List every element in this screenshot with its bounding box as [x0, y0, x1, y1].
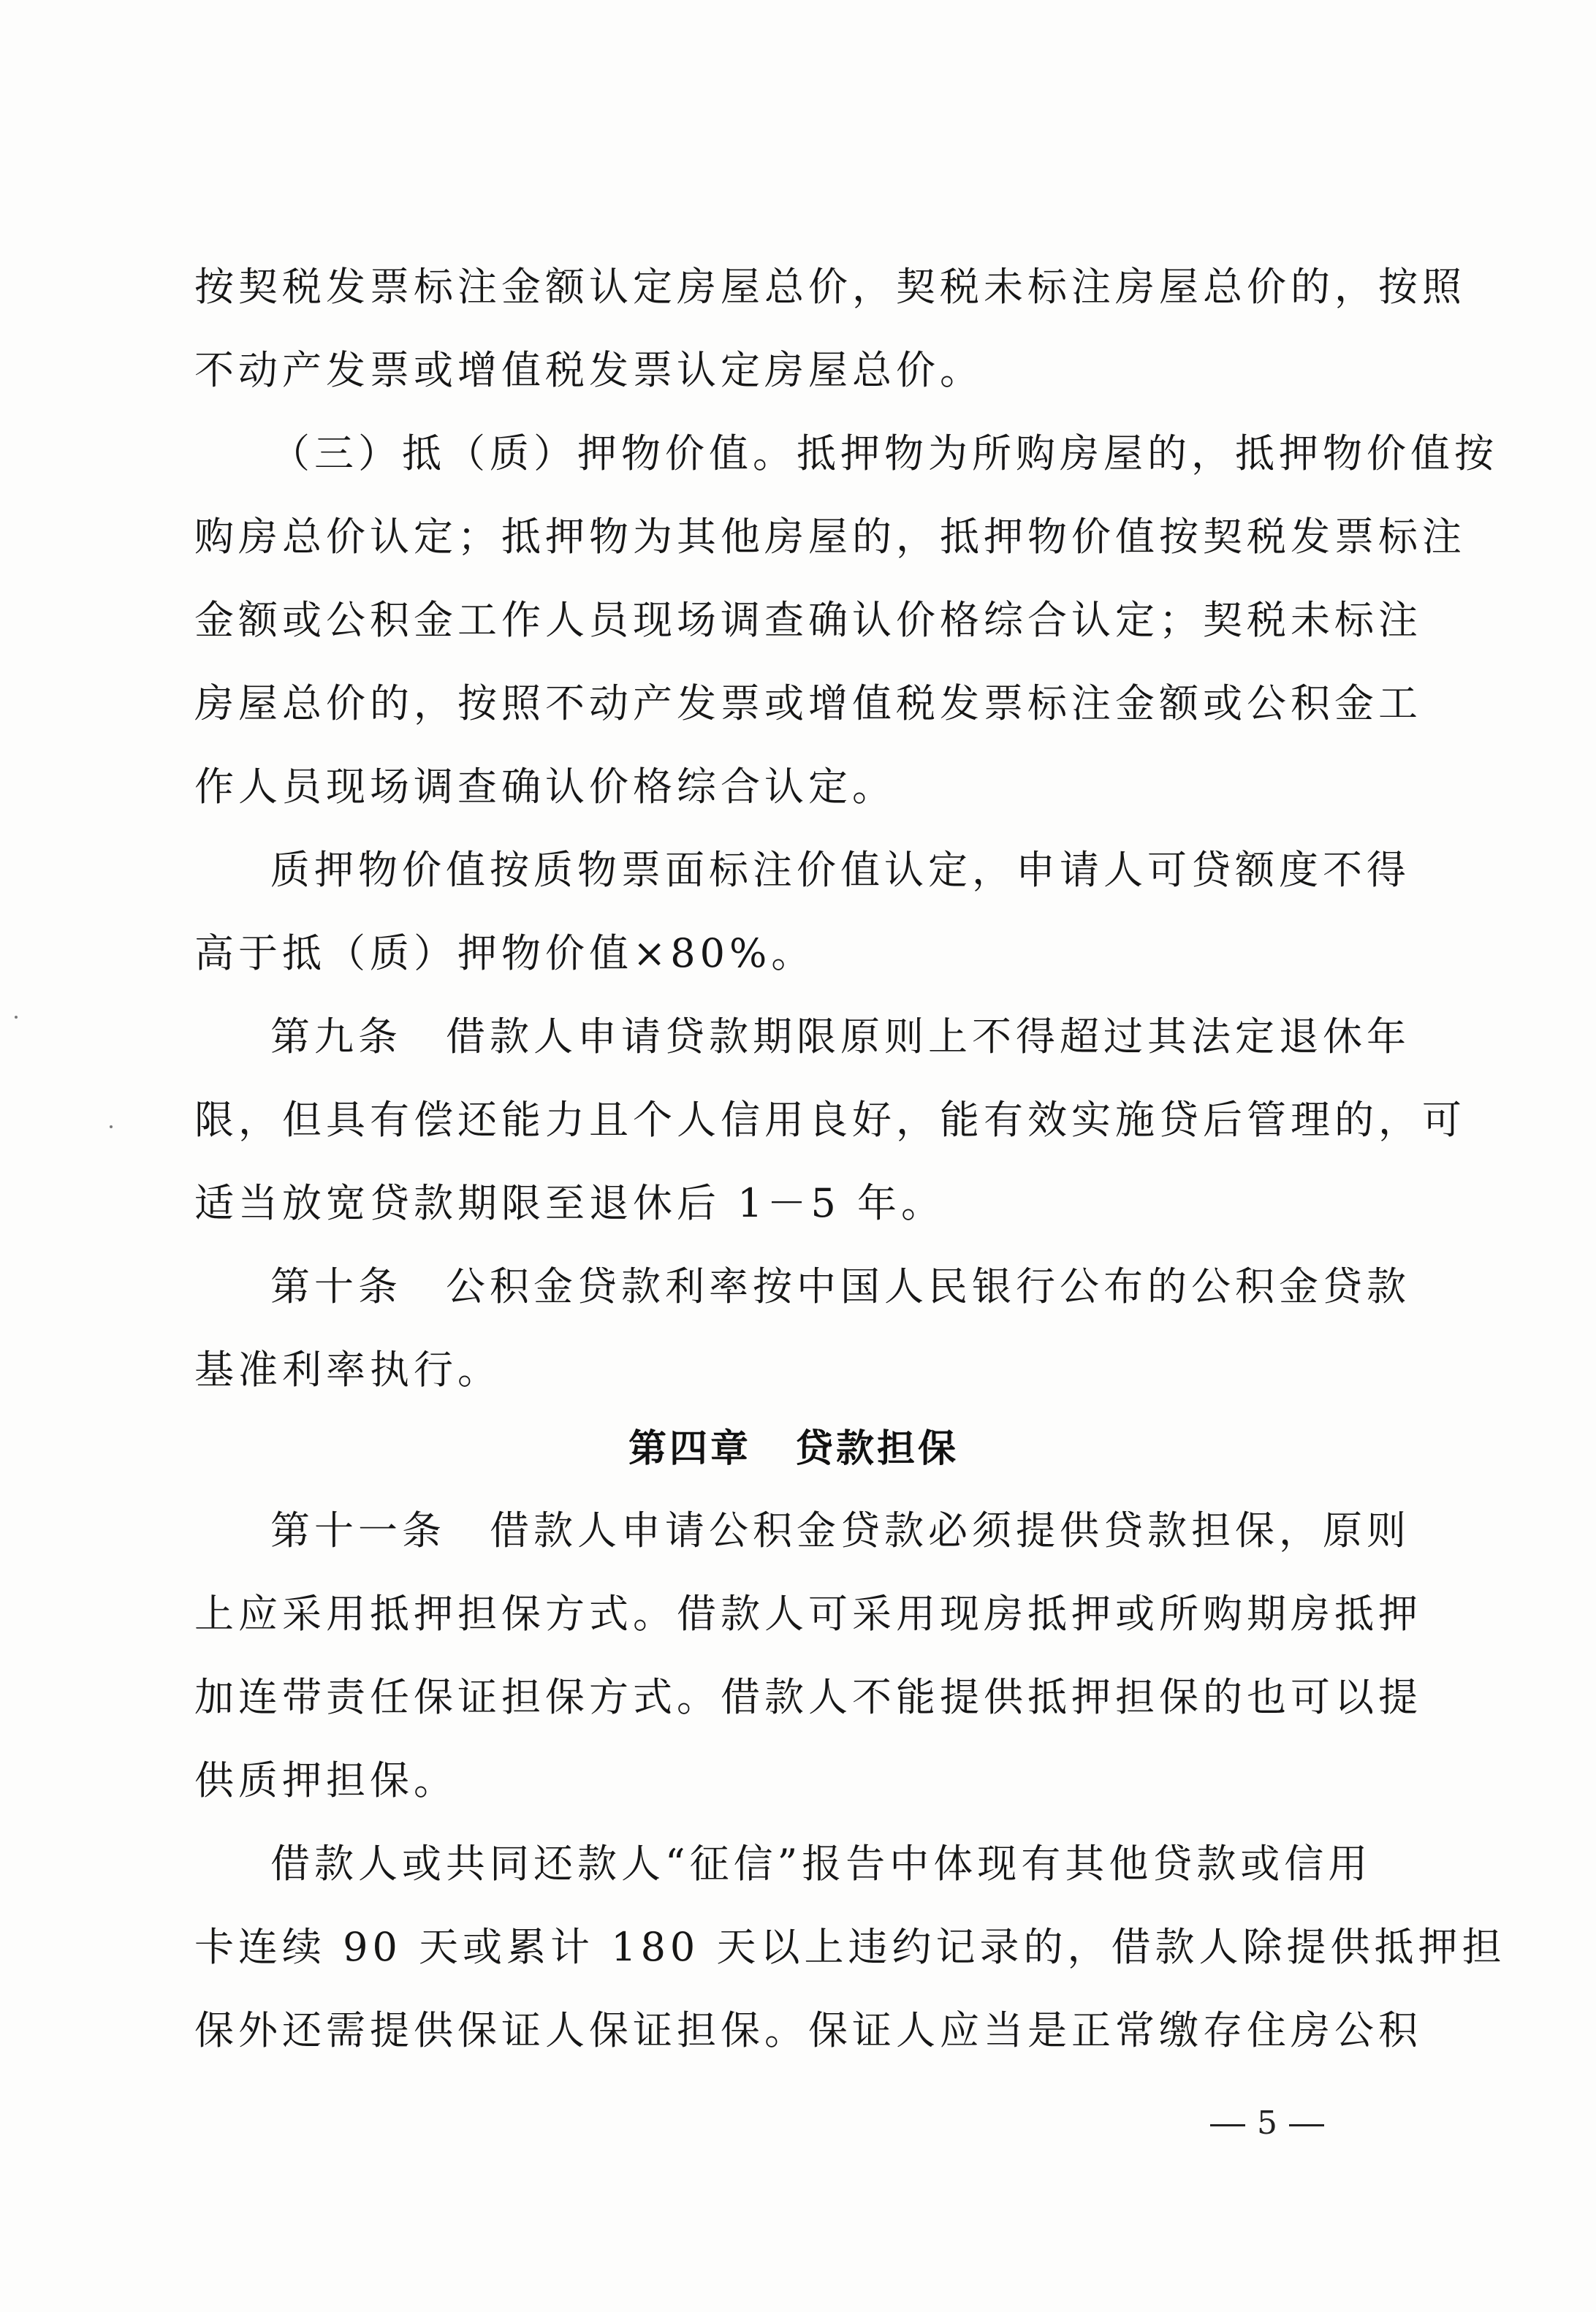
chapter-title: 贷款担保 [795, 1427, 960, 1471]
text-line: 作人员现场调查确认价格综合认定。 [194, 764, 896, 810]
chapter-number: 第四章 [628, 1427, 752, 1471]
page-number-value: 5 [1257, 2104, 1277, 2142]
scan-speck [110, 1125, 113, 1128]
text-line: （三）抵（质）押物价值。抵押物为所购房屋的，抵押物价值按 [270, 430, 1498, 476]
text-line: 按契税发票标注金额认定房屋总价，契税未标注房屋总价的，按照 [194, 264, 1466, 310]
text-line: 第十条 公积金贷款利率按中国人民银行公布的公积金贷款 [270, 1263, 1410, 1309]
dash-right [1289, 2124, 1324, 2126]
text-line: 保外还需提供保证人保证担保。保证人应当是正常缴存住房公积 [194, 2007, 1422, 2053]
text-line: 加连带责任保证担保方式。借款人不能提供抵押担保的也可以提 [194, 1674, 1422, 1720]
text-line: 不动产发票或增值税发票认定房屋总价。 [194, 347, 984, 393]
text-line: 供质押担保。 [194, 1757, 457, 1803]
text-line: 金额或公积金工作人员现场调查确认价格综合认定；契税未标注 [194, 597, 1422, 643]
text-line: 限，但具有偿还能力且个人信用良好，能有效实施贷后管理的，可 [194, 1097, 1466, 1143]
text-line: 第十一条 借款人申请公积金贷款必须提供贷款担保，原则 [270, 1507, 1410, 1554]
text-line: 房屋总价的，按照不动产发票或增值税发票标注金额或公积金工 [194, 680, 1422, 726]
text-line: 第九条 借款人申请贷款期限原则上不得超过其法定退休年 [270, 1014, 1410, 1060]
scan-speck [15, 1016, 18, 1019]
text-line: 上应采用抵押担保方式。借款人可采用现房抵押或所购期房抵押 [194, 1591, 1422, 1637]
dash-left [1210, 2124, 1245, 2126]
text-line: 卡连续 90 天或累计 180 天以上违约记录的，借款人除提供抵押担 [194, 1924, 1506, 1970]
text-line: 借款人或共同还款人“征信”报告中体现有其他贷款或信用 [270, 1841, 1372, 1887]
text-line: 购房总价认定；抵押物为其他房屋的，抵押物价值按契税发票标注 [194, 514, 1466, 560]
chapter-heading [628, 1423, 959, 1475]
text-line: 高于抵（质）押物价值×80%。 [194, 930, 816, 976]
page-number [1198, 2102, 1336, 2145]
text-line: 基准利率执行。 [194, 1347, 501, 1393]
text-line: 质押物价值按质物票面标注价值认定，申请人可贷额度不得 [270, 847, 1410, 893]
text-line: 适当放宽贷款期限至退休后 1－5 年。 [194, 1180, 946, 1226]
